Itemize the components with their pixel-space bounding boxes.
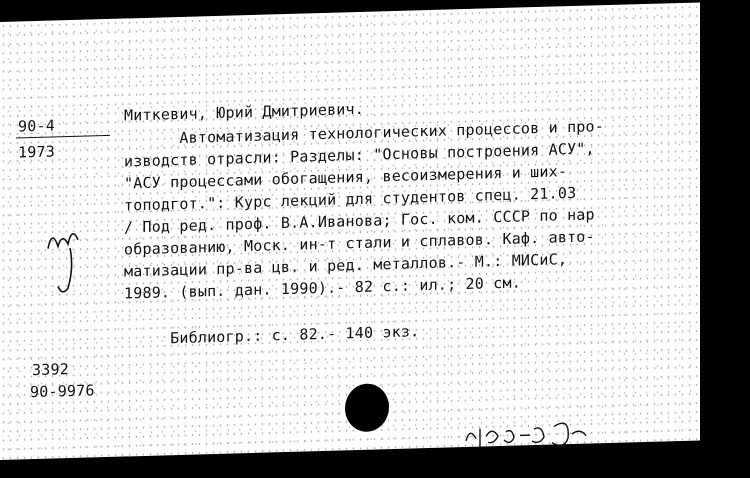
description-line-4: топодгот.": Курс лекций для студентов спец. 21.03 xyxy=(124,183,577,215)
handwritten-signature-icon xyxy=(40,217,90,298)
description-line-2: изводств отрасли: Разделы: "Основы построения АСУ", xyxy=(124,139,595,171)
description-line-6: образованию, Моск. ин-т стали и сплавов. Каф. авто- xyxy=(124,227,595,259)
description-line-1: Автоматизация технологических процессов и про- xyxy=(124,117,604,149)
author-heading: Миткевич, Юрий Дмитриевич. xyxy=(124,99,364,125)
bibliography-line: Библиогр.: с. 82.- 140 экз. xyxy=(124,322,420,349)
catalog-card xyxy=(0,2,700,460)
description-line-7: матизации пр-ва цв. и ред. металлов.- М.: МИСиС, xyxy=(124,250,568,281)
inventory-number-1: 3392 xyxy=(32,360,69,380)
call-number-top: 90-4 xyxy=(18,116,55,136)
description-line-3: "АСУ процессами обогащения, весоизмерения и ших- xyxy=(124,162,568,193)
description-line-8: 1989. (вып. дан. 1990).- 82 с.: ил.; 20 см. xyxy=(124,273,521,303)
inventory-number-2: 90-9976 xyxy=(30,381,95,402)
handwritten-note-icon xyxy=(460,415,610,455)
description-line-5: / Под ред. проф. В.А.Иванова; Гос. ком. СССР по нар xyxy=(124,205,595,237)
call-number-bottom: 1973 xyxy=(18,142,55,162)
